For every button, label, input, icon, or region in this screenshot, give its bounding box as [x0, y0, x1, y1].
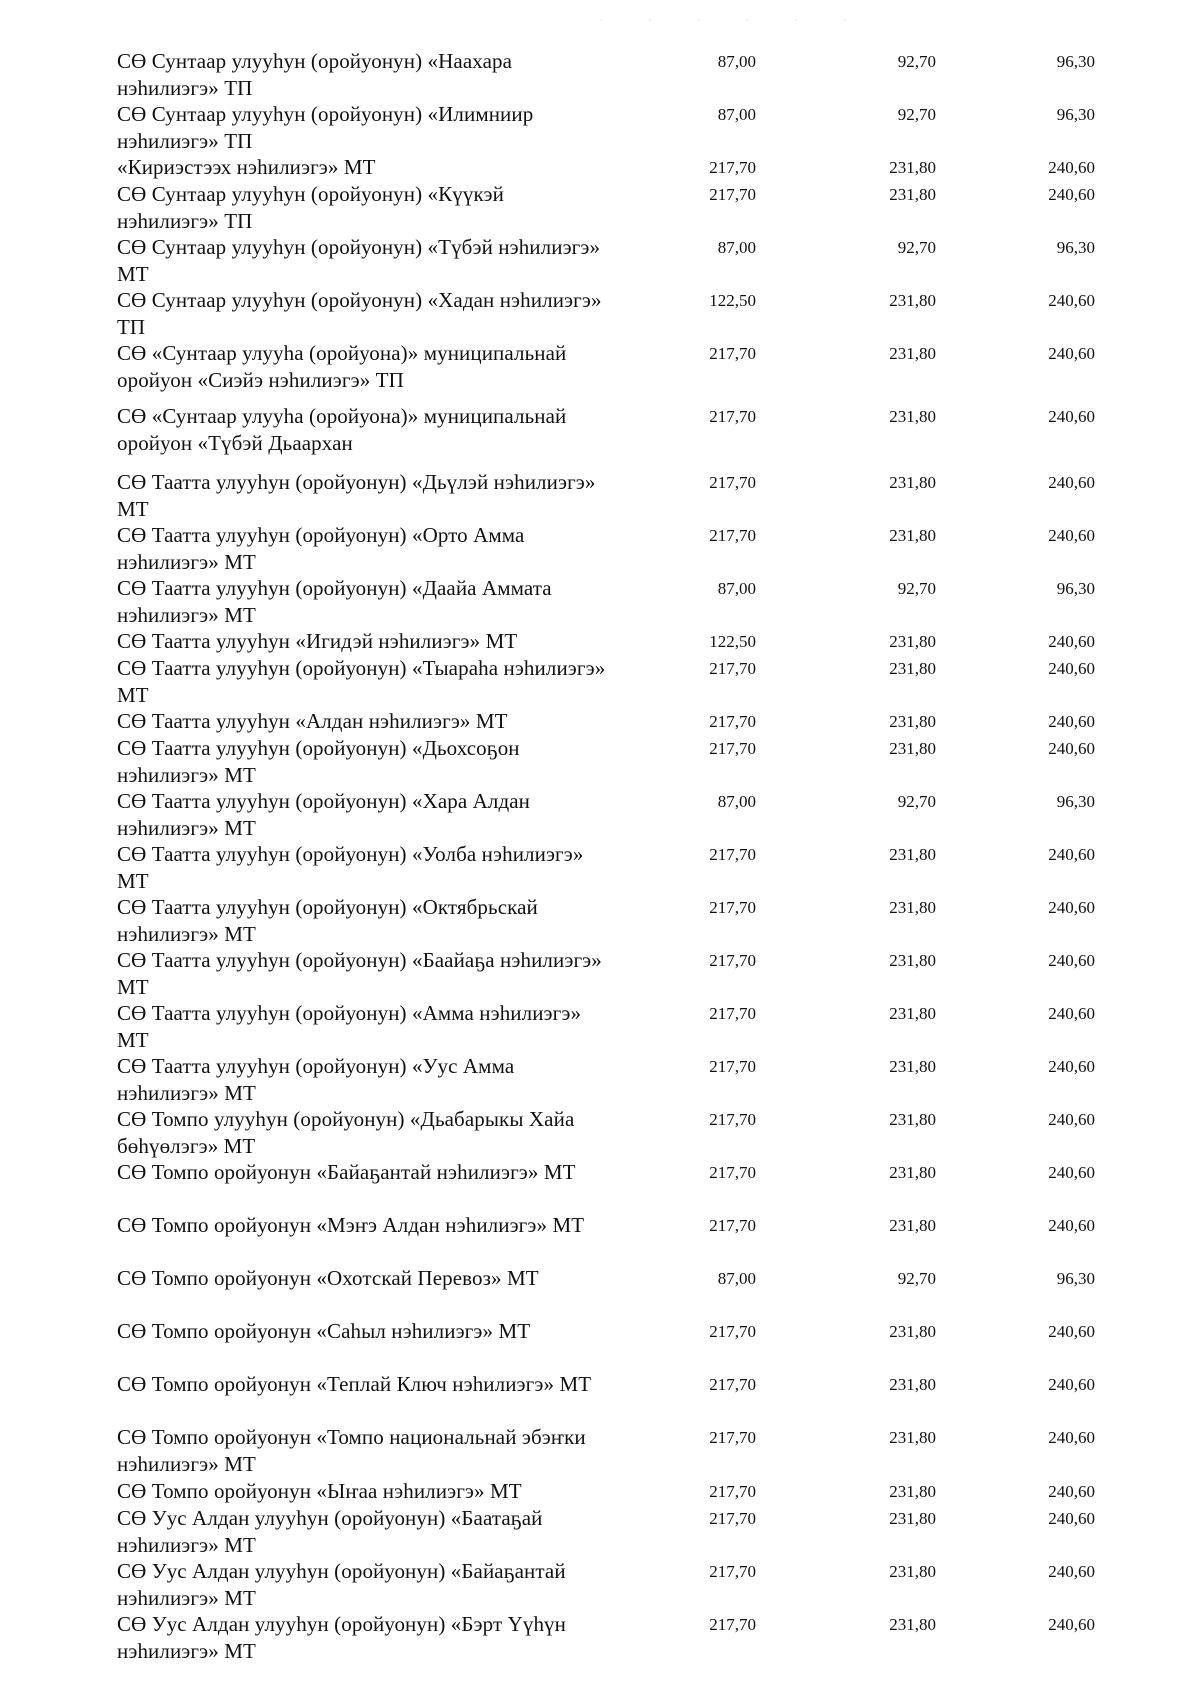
row-value-3: 96,30	[1056, 1269, 1095, 1288]
row-value-1: 217,70	[709, 407, 756, 426]
row-value-3: 96,30	[1056, 238, 1095, 257]
row-value-2: 231,80	[889, 185, 936, 204]
row-value-3: 240,60	[1048, 473, 1095, 492]
row-name: СӨ Таатта улууһун (оройуонун) «Тыараһа нэһилиэгэ» МТ	[117, 656, 606, 707]
row-value-1: 217,70	[709, 951, 756, 970]
row-name: СӨ Томпо оройуонун «Охотскай Перевоз» МТ	[117, 1266, 539, 1290]
row-value-2: 92,70	[897, 1269, 936, 1288]
row-value-3: 240,60	[1048, 632, 1095, 651]
row-value-3: 240,60	[1048, 712, 1095, 731]
row-value-1: 217,70	[709, 1216, 756, 1235]
row-value-2: 231,80	[889, 659, 936, 678]
row-value-2: 231,80	[889, 898, 936, 917]
row-value-2: 231,80	[889, 632, 936, 651]
row-value-1: 217,70	[709, 1322, 756, 1341]
row-value-1: 87,00	[717, 579, 756, 598]
row-value-3: 240,60	[1048, 344, 1095, 363]
row-name: СӨ Томпо оройуонун «Теплай Ключ нэһилиэгэ» МТ	[117, 1372, 592, 1396]
row-name: СӨ Таатта улууһун (оройуонун) «Хара Алдан нэһилиэгэ» МТ	[117, 789, 531, 840]
row-value-1: 217,70	[709, 1562, 756, 1581]
row-value-3: 240,60	[1048, 407, 1095, 426]
row-name: СӨ Таатта улууһун (оройуонун) «Октябрьскай нэһилиэгэ» МТ	[117, 895, 538, 946]
row-name: СӨ Таатта улууһун (оройуонун) «Орто Амма нэһилиэгэ» МТ	[117, 523, 525, 574]
row-value-2: 231,80	[889, 951, 936, 970]
row-value-2: 231,80	[889, 1322, 936, 1341]
row-name: СӨ Сунтаар улууһун (оройуонун) «Наахара нэһилиэгэ» ТП	[117, 49, 513, 100]
row-value-3: 96,30	[1056, 105, 1095, 124]
row-value-2: 231,80	[889, 1375, 936, 1394]
row-name: СӨ Таатта улууһун (оройуонун) «Уолба нэһилиэгэ» МТ	[117, 842, 584, 893]
row-value-2: 231,80	[889, 526, 936, 545]
row-name: СӨ Таатта улууһун (оройуонун) «Даайа Аммата нэһилиэгэ» МТ	[117, 576, 552, 627]
row-value-1: 217,70	[709, 659, 756, 678]
row-value-2: 231,80	[889, 1057, 936, 1076]
row-name: СӨ Таатта улууһун (оройуонун) «Амма нэһилиэгэ» МТ	[117, 1001, 582, 1052]
row-value-2: 231,80	[889, 1482, 936, 1501]
row-value-3: 96,30	[1056, 792, 1095, 811]
row-name: СӨ Уус Алдан улууһун (оройуонун) «Байаҕантай нэһилиэгэ» МТ	[117, 1559, 566, 1610]
row-value-1: 122,50	[709, 632, 756, 651]
row-value-1: 87,00	[717, 792, 756, 811]
row-value-3: 240,60	[1048, 1163, 1095, 1182]
row-name: СӨ Таатта улууһун (оройуонун) «Дьүлэй нэһилиэгэ» МТ	[117, 470, 596, 521]
row-name: СӨ Таатта улууһун «Игидэй нэһилиэгэ» МТ	[117, 629, 518, 653]
row-value-3: 240,60	[1048, 1322, 1095, 1341]
row-value-2: 231,80	[889, 1509, 936, 1528]
row-value-1: 217,70	[709, 1375, 756, 1394]
row-value-2: 231,80	[889, 407, 936, 426]
row-value-2: 231,80	[889, 1004, 936, 1023]
row-value-1: 217,70	[709, 185, 756, 204]
row-name: СӨ «Сунтаар улууһа (оройуона)» муниципальнай оройуон «Сиэйэ нэһилиэгэ» ТП	[117, 341, 567, 392]
row-value-2: 231,80	[889, 1163, 936, 1182]
row-value-1: 217,70	[709, 1509, 756, 1528]
row-value-3: 240,60	[1048, 291, 1095, 310]
row-name: СӨ Таатта улууһун (оройуонун) «Уус Амма нэһилиэгэ» МТ	[117, 1054, 515, 1105]
row-name: СӨ Томпо оройуонун «Байаҕантай нэһилиэгэ» МТ	[117, 1160, 576, 1184]
row-value-3: 240,60	[1048, 1216, 1095, 1235]
row-value-2: 231,80	[889, 1216, 936, 1235]
row-value-2: 92,70	[897, 52, 936, 71]
row-value-2: 231,80	[889, 158, 936, 177]
row-value-3: 240,60	[1048, 845, 1095, 864]
row-name: СӨ Сунтаар улууһун (оройуонун) «Түбэй нэһилиэгэ» МТ	[117, 235, 601, 286]
row-value-2: 231,80	[889, 845, 936, 864]
row-value-3: 240,60	[1048, 1482, 1095, 1501]
row-value-1: 217,70	[709, 1615, 756, 1634]
row-value-3: 240,60	[1048, 739, 1095, 758]
scan-specks: · · · · · ·	[600, 16, 868, 25]
row-value-1: 87,00	[717, 52, 756, 71]
row-value-3: 240,60	[1048, 1057, 1095, 1076]
row-value-1: 217,70	[709, 1110, 756, 1129]
row-value-2: 92,70	[897, 105, 936, 124]
row-value-3: 240,60	[1048, 1615, 1095, 1634]
row-name: СӨ Уус Алдан улууһун (оройуонун) «Бэрт Үүһүн нэһилиэгэ» МТ	[117, 1612, 566, 1663]
row-value-1: 87,00	[717, 105, 756, 124]
row-name: СӨ Томпо оройуонун «Ыҥаа нэһилиэгэ» МТ	[117, 1479, 522, 1503]
row-name: СӨ Сунтаар улууһун (оройуонун) «Илимниир нэһилиэгэ» ТП	[117, 102, 534, 153]
row-value-1: 217,70	[709, 845, 756, 864]
row-value-2: 231,80	[889, 1562, 936, 1581]
row-value-2: 231,80	[889, 1428, 936, 1447]
row-value-1: 217,70	[709, 898, 756, 917]
row-value-2: 231,80	[889, 291, 936, 310]
row-value-1: 217,70	[709, 1482, 756, 1501]
row-name: СӨ Томпо оройуонун «Томпо национальнай эбэҥки нэһилиэгэ» МТ	[117, 1425, 586, 1476]
row-value-3: 240,60	[1048, 1004, 1095, 1023]
row-value-1: 87,00	[717, 238, 756, 257]
row-value-3: 240,60	[1048, 1110, 1095, 1129]
row-value-3: 240,60	[1048, 951, 1095, 970]
row-value-2: 92,70	[897, 579, 936, 598]
row-value-3: 240,60	[1048, 526, 1095, 545]
row-name: СӨ Томпо оройуонун «Мэҥэ Алдан нэһилиэгэ» МТ	[117, 1213, 585, 1237]
row-value-1: 217,70	[709, 1004, 756, 1023]
row-value-2: 92,70	[897, 792, 936, 811]
row-name: СӨ Таатта улууһун «Алдан нэһилиэгэ» МТ	[117, 709, 508, 733]
row-value-1: 217,70	[709, 712, 756, 731]
row-value-3: 240,60	[1048, 659, 1095, 678]
row-value-3: 96,30	[1056, 579, 1095, 598]
row-value-1: 122,50	[709, 291, 756, 310]
row-value-3: 240,60	[1048, 1562, 1095, 1581]
row-name: СӨ Таатта улууһун (оройуонун) «Баайаҕа нэһилиэгэ» МТ	[117, 948, 602, 999]
row-name: СӨ Таатта улууһун (оройуонун) «Дьохсоҕон нэһилиэгэ» МТ	[117, 736, 520, 787]
row-value-1: 217,70	[709, 473, 756, 492]
row-value-3: 240,60	[1048, 185, 1095, 204]
row-value-2: 231,80	[889, 1110, 936, 1129]
row-value-2: 231,80	[889, 473, 936, 492]
row-value-1: 217,70	[709, 526, 756, 545]
row-name: СӨ «Сунтаар улууһа (оройуона)» муниципальнай оройуон «Түбэй Дьаархан	[117, 404, 567, 455]
row-value-2: 92,70	[897, 238, 936, 257]
row-value-3: 240,60	[1048, 1375, 1095, 1394]
row-value-2: 231,80	[889, 739, 936, 758]
row-value-3: 240,60	[1048, 898, 1095, 917]
row-name: СӨ Сунтаар улууһун (оройуонун) «Күүкэй нэһилиэгэ» ТП	[117, 182, 504, 233]
row-value-1: 217,70	[709, 1057, 756, 1076]
row-value-3: 240,60	[1048, 1509, 1095, 1528]
row-value-1: 217,70	[709, 1163, 756, 1182]
row-name: СӨ Томпо улууһун (оройуонун) «Дьабарыкы Хайа бөһүөлэгэ» МТ	[117, 1107, 575, 1158]
row-value-1: 217,70	[709, 158, 756, 177]
row-value-2: 231,80	[889, 1615, 936, 1634]
row-name: «Кириэстээх нэһилиэгэ» МТ	[117, 155, 376, 179]
row-value-3: 240,60	[1048, 158, 1095, 177]
row-value-1: 217,70	[709, 739, 756, 758]
row-value-1: 87,00	[717, 1269, 756, 1288]
row-value-1: 217,70	[709, 1428, 756, 1447]
row-name: СӨ Томпо оройуонун «Саһыл нэһилиэгэ» МТ	[117, 1319, 531, 1343]
row-value-2: 231,80	[889, 712, 936, 731]
row-value-3: 96,30	[1056, 52, 1095, 71]
row-value-1: 217,70	[709, 344, 756, 363]
row-name: СӨ Сунтаар улууһун (оройуонун) «Хадан нэһилиэгэ» ТП	[117, 288, 602, 339]
row-value-3: 240,60	[1048, 1428, 1095, 1447]
row-name: СӨ Уус Алдан улууһун (оройуонун) «Баатаҕай нэһилиэгэ» МТ	[117, 1506, 543, 1557]
row-value-2: 231,80	[889, 344, 936, 363]
